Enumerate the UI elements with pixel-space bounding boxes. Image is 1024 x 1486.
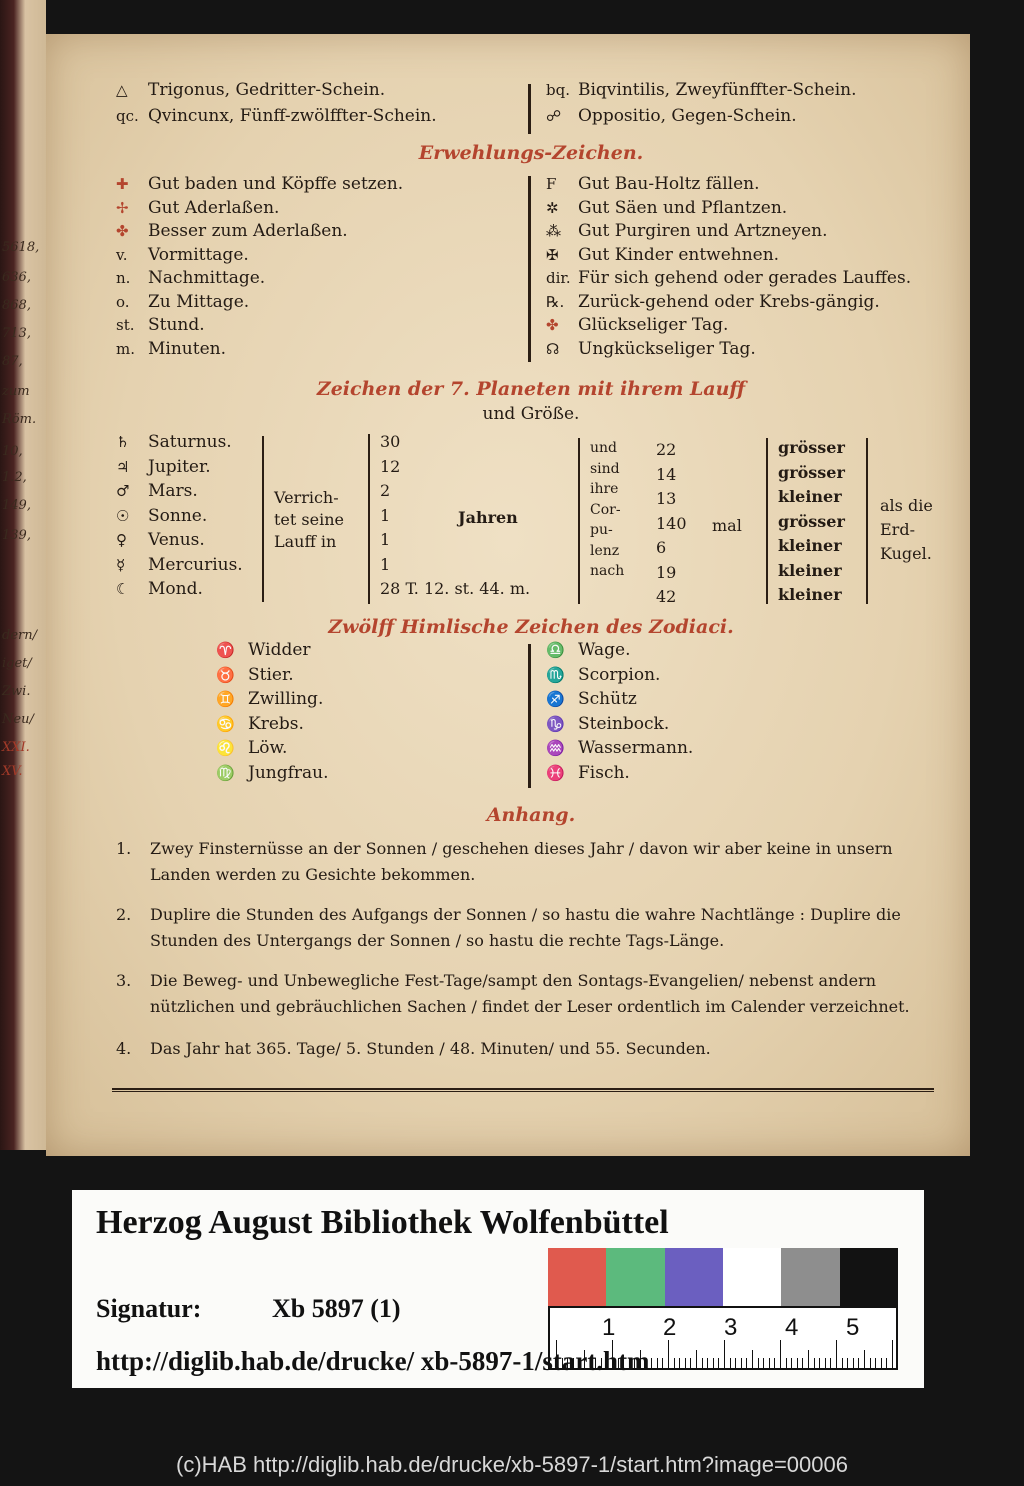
ruler-tick: [718, 1358, 719, 1368]
planet-name: Sonne.: [148, 505, 208, 526]
ruler-tick: [875, 1358, 876, 1368]
planet-symbol: ♃: [116, 457, 130, 476]
appendix-text: Die Beweg- und Unbewegliche Fest-Tage/sampt den Sontags-Evangelien/ nebenst andern nützlichen und gebräuchlichen Sachen / findet der Leser ordentlich im Calender verzeichnet.: [150, 971, 910, 1016]
zodiac-row: [216, 640, 311, 660]
zodiac-name: Krebs.: [248, 713, 304, 734]
zodiac-row: [546, 714, 669, 734]
appendix-item: [116, 968, 946, 1020]
zodiac-name: Wage.: [578, 640, 631, 660]
aspect-text: Biqvintilis, Zweyfünffter-Schein.: [578, 80, 857, 100]
planet-name: Jupiter.: [148, 456, 211, 477]
margin-fragment: dern/: [2, 628, 37, 643]
zodiac-name: Wassermann.: [578, 738, 694, 758]
margin-fragment: 139,: [2, 528, 31, 543]
election-text: Nachmittage.: [148, 268, 266, 288]
election-text: Zurück-gehend oder Krebs-gängig.: [578, 291, 880, 312]
signature-label: Signatur:: [96, 1294, 202, 1323]
zodiac-row: [216, 738, 287, 758]
planet-row: [116, 579, 203, 599]
ruler-tick: [881, 1358, 882, 1368]
election-symbol: ✤: [116, 222, 129, 240]
planet-period: 2: [380, 481, 391, 500]
size-word: kleiner: [778, 560, 842, 580]
election-text: Minuten.: [148, 338, 226, 359]
corpulence-word: Cor-: [590, 501, 621, 518]
election-symbol: ☊: [546, 339, 560, 358]
copyright-footer[interactable]: (c)HAB http://diglib.hab.de/drucke/xb-5897-1/start.htm?image=00006: [176, 1452, 848, 1477]
ruler-tick: [696, 1350, 697, 1368]
ruler-tick: [674, 1358, 675, 1368]
ruler-tick: [657, 1358, 658, 1368]
appendix-text: Zwey Finsternüsse an der Sonnen / geschehen dieses Jahr / davon wir aber keine in unsern Landen werden zu Gesichte bekommen.: [150, 839, 893, 884]
election-row: [546, 315, 728, 335]
appendix-heading: Anhang.: [486, 804, 576, 826]
ruler-tick: [690, 1358, 691, 1368]
zodiac-name: Steinbock.: [578, 713, 670, 734]
corpulence-word: pu-: [590, 522, 613, 538]
size-factor: 19: [656, 562, 677, 582]
size-word: kleiner: [778, 536, 842, 555]
ruler-tick: [752, 1350, 753, 1368]
planet-period: 28 T. 12. st. 44. m.: [380, 579, 531, 598]
ruler-tick: [774, 1358, 775, 1368]
ruler-tick: [830, 1358, 831, 1368]
election-symbol: ✢: [116, 198, 129, 217]
election-text: Besser zum Aderlaßen.: [148, 221, 348, 241]
size-word: grösser: [778, 438, 845, 457]
election-symbol: ℞.: [546, 292, 565, 311]
aspect-row: [116, 80, 385, 100]
planet-period: 1: [380, 530, 391, 549]
corpulence-word: nach: [590, 563, 625, 579]
ruler-tick: [791, 1358, 792, 1368]
ruler-tick: [808, 1350, 809, 1368]
corpulence-word: ihre: [590, 481, 619, 497]
ruler-number: 2: [663, 1314, 677, 1341]
size-bracket: [766, 438, 768, 604]
ruler-tick: [853, 1358, 854, 1368]
ruler-tick: [802, 1358, 803, 1368]
aspect-symbol: ☍: [546, 107, 562, 125]
zodiac-symbol: ♉: [216, 665, 235, 684]
ruler-tick: [769, 1358, 770, 1368]
margin-fragment: Röm.: [2, 412, 37, 427]
appendix-item: [116, 836, 946, 888]
times-word: mal: [712, 516, 742, 535]
election-symbol: F: [546, 175, 557, 193]
appendix-text: Das Jahr hat 365. Tage/ 5. Stunden / 48. Minuten/ und 55. Secunden.: [150, 1039, 711, 1058]
ruler-tick: [685, 1358, 686, 1368]
zodiac-symbol: ♏: [546, 665, 565, 684]
divider-line: [528, 84, 531, 134]
zodiac-name: Schütz: [578, 689, 637, 709]
zodiac-symbol: ♓: [546, 763, 565, 782]
earth-word: Erd-: [880, 520, 915, 539]
margin-fragment: 10,: [2, 444, 23, 459]
election-symbol: m.: [116, 339, 135, 358]
zodiac-name: Widder: [248, 640, 311, 660]
election-symbol: ✚: [116, 175, 129, 193]
size-factor: 14: [656, 464, 677, 484]
ruler-tick: [730, 1358, 731, 1368]
election-text: Gut Säen und Pflantzen.: [578, 197, 788, 218]
election-symbol: ✲: [546, 198, 559, 217]
planet-verb: Lauff in: [274, 532, 337, 551]
election-symbol: n.: [116, 269, 131, 287]
election-symbol: o.: [116, 292, 130, 311]
margin-fragment: iget/: [2, 656, 32, 671]
size-word: kleiner: [778, 585, 842, 604]
library-label: [72, 1190, 924, 1388]
divider-line: [528, 644, 531, 788]
election-symbol: st.: [116, 316, 135, 334]
zodiac-name: Jungfrau.: [248, 762, 329, 783]
zodiac-row: [546, 640, 630, 660]
color-swatch: [781, 1248, 839, 1306]
color-swatch: [723, 1248, 781, 1306]
planets-subheading: und Größe.: [482, 404, 580, 424]
zodiac-row: [216, 689, 323, 709]
ruler-tick: [786, 1358, 787, 1368]
planet-verb: Verrich-: [274, 488, 339, 507]
library-url[interactable]: http://diglib.hab.de/drucke/ xb-5897-1/start.htm: [96, 1346, 650, 1376]
left-page-margin: [0, 0, 44, 1148]
margin-fragment: Neu/: [2, 712, 34, 727]
zodiac-row: [546, 763, 630, 783]
election-text: Gut Purgiren und Artzneyen.: [578, 221, 828, 241]
almanac-page: [46, 34, 970, 1156]
ruler-tick: [864, 1350, 865, 1368]
ruler-tick: [886, 1358, 887, 1368]
zodiac-symbol: ♎: [546, 641, 565, 659]
color-calibration-strip: [548, 1248, 898, 1306]
margin-fragment: 149,: [2, 498, 31, 513]
ruler-tick: [662, 1358, 663, 1368]
zodiac-row: [216, 714, 304, 734]
zodiac-row: [546, 665, 660, 685]
election-row: [116, 292, 249, 312]
size-factor: 42: [656, 587, 677, 606]
zodiac-row: [216, 665, 294, 685]
zodiac-row: [546, 689, 637, 709]
election-text: Gut Aderlaßen.: [148, 197, 280, 218]
election-text: Gut Bau-Holtz fällen.: [578, 174, 760, 194]
planet-row: [116, 506, 207, 526]
ruler-tick: [724, 1340, 725, 1368]
zodiac-symbol: ♊: [216, 690, 235, 708]
ruler-tick: [741, 1358, 742, 1368]
ruler-tick: [825, 1358, 826, 1368]
election-symbol: dir.: [546, 269, 571, 287]
zodiac-symbol: ♋: [216, 714, 235, 733]
ruler-tick: [814, 1358, 815, 1368]
period-unit: Jahren: [458, 508, 518, 527]
election-symbol: v.: [116, 245, 128, 264]
size-factor: 13: [656, 489, 677, 508]
zodiac-name: Löw.: [248, 738, 288, 758]
zodiac-name: Zwilling.: [248, 689, 324, 709]
zodiac-symbol: ♑: [546, 714, 565, 733]
planet-name: Venus.: [148, 530, 205, 550]
zodiac-name: Scorpion.: [578, 664, 661, 685]
size-word: grösser: [778, 462, 845, 482]
zodiac-row: [546, 738, 693, 758]
election-row: [116, 268, 265, 288]
ruler-number: 3: [724, 1314, 738, 1341]
planet-verb: tet seine: [274, 510, 344, 529]
ruler-tick: [842, 1358, 843, 1368]
planet-symbol: ☉: [116, 506, 130, 525]
appendix-number: 3.: [116, 971, 132, 990]
election-text: Vormittage.: [148, 244, 249, 265]
planet-period: 30: [380, 432, 401, 451]
planet-symbol: ♂: [116, 482, 130, 500]
planet-name: Saturnus.: [148, 432, 232, 452]
election-row: [546, 174, 760, 194]
election-symbol: ⁂: [546, 222, 561, 240]
aspect-text: Oppositio, Gegen-Schein.: [578, 106, 797, 126]
ruler-tick: [847, 1358, 848, 1368]
election-row: [546, 292, 880, 312]
election-row: [546, 221, 828, 241]
size-factor: 22: [656, 440, 677, 459]
margin-fragment: zum: [2, 384, 30, 399]
election-text: Ungkückseliger Tag.: [578, 338, 756, 359]
ruler-tick: [763, 1358, 764, 1368]
ruler-tick: [679, 1358, 680, 1368]
ruler-tick: [836, 1340, 837, 1368]
election-text: Für sich gehend oder gerades Lauffes.: [578, 268, 912, 288]
ruler-number: 4: [785, 1314, 799, 1341]
period-bracket: [368, 434, 370, 604]
appendix-text: Duplire die Stunden des Aufgangs der Sonnen / so hastu die wahre Nachtlänge : Duplire die Stunden des Untergangs der Sonnen / so hastu die rechte Tags-Länge.: [150, 905, 901, 950]
color-swatch: [665, 1248, 723, 1306]
zodiac-row: [216, 763, 329, 783]
size-word: grösser: [778, 511, 845, 531]
margin-fragment: XV.: [2, 764, 23, 779]
color-swatch: [548, 1248, 606, 1306]
election-row: [116, 315, 205, 335]
election-text: Gut Kinder entwehnen.: [578, 244, 780, 265]
planet-symbol: ☿: [116, 555, 126, 574]
election-row: [116, 339, 226, 359]
divider-line: [528, 176, 531, 362]
zodiac-heading: Zwölff Himlische Zeichen des Zodiaci.: [328, 616, 734, 638]
aspect-symbol: △: [116, 81, 128, 99]
zodiac-symbol: ♍: [216, 763, 235, 782]
election-text: Glückseliger Tag.: [578, 315, 729, 335]
election-text: Stund.: [148, 315, 205, 335]
ruler-tick: [797, 1358, 798, 1368]
planet-period: 1: [380, 554, 391, 574]
aspect-symbol: qc.: [116, 107, 139, 125]
aspect-row: [546, 80, 857, 100]
ruler-tick: [892, 1340, 893, 1368]
margin-fragment: XXI.: [2, 740, 30, 755]
planet-name: Mond.: [148, 579, 203, 599]
ruler-tick: [780, 1340, 781, 1368]
zodiac-symbol: ♒: [546, 739, 565, 757]
color-swatch: [840, 1248, 898, 1306]
corpulence-bracket: [578, 438, 580, 604]
planet-row: [116, 457, 211, 477]
ruler-tick: [758, 1358, 759, 1368]
election-row: [546, 268, 911, 288]
ruler-tick: [651, 1358, 652, 1368]
election-symbol: ✠: [546, 245, 559, 264]
margin-fragment: 1.2,: [2, 470, 27, 485]
election-heading: Erwehlungs-Zeichen.: [418, 142, 644, 164]
appendix-item: [116, 1036, 946, 1062]
margin-fragment: 868,: [2, 298, 31, 313]
color-swatch: [606, 1248, 664, 1306]
election-row: [116, 245, 249, 265]
corpulence-word: sind: [590, 460, 620, 477]
ruler-tick: [746, 1358, 747, 1368]
earth-bracket: [866, 438, 868, 604]
ruler-tick: [702, 1358, 703, 1368]
election-text: Gut baden und Köpffe setzen.: [148, 174, 404, 194]
planet-row: [116, 481, 198, 501]
appendix-number: 4.: [116, 1039, 132, 1058]
election-row: [116, 174, 403, 194]
size-factor: 6: [656, 538, 667, 557]
planet-bracket: [262, 436, 264, 602]
size-word: kleiner: [778, 487, 842, 506]
planet-row: [116, 432, 232, 452]
margin-fragment: 636,: [2, 270, 31, 285]
earth-word: Kugel.: [880, 544, 932, 563]
appendix-item: [116, 902, 946, 954]
zodiac-symbol: ♌: [216, 739, 235, 757]
ruler-tick: [707, 1358, 708, 1368]
planet-symbol: ♄: [116, 433, 130, 451]
planet-period: 1: [380, 505, 391, 525]
margin-fragment: 713,: [2, 326, 31, 341]
corpulence-word: und: [590, 440, 617, 456]
ruler-tick: [858, 1358, 859, 1368]
zodiac-name: Fisch.: [578, 762, 630, 783]
signature-value: Xb 5897 (1): [272, 1294, 401, 1323]
election-symbol: ✤: [546, 316, 559, 334]
ruler-tick: [735, 1358, 736, 1368]
size-factor: 140: [656, 513, 687, 533]
ruler-tick: [870, 1358, 871, 1368]
earth-word: als die: [880, 496, 933, 515]
zodiac-name: Stier.: [248, 664, 294, 685]
planet-symbol: ♀: [116, 531, 127, 549]
planets-heading: Zeichen der 7. Planeten mit ihrem Lauff: [316, 378, 746, 400]
planet-name: Mars.: [148, 481, 198, 501]
library-title: Herzog August Bibliothek Wolfenbüttel: [96, 1204, 669, 1241]
aspect-row: [546, 106, 797, 126]
margin-fragment: Zwi.: [2, 684, 31, 699]
zodiac-symbol: ♐: [546, 690, 565, 708]
planet-row: [116, 555, 243, 575]
aspect-text: Qvincunx, Fünff-zwölffter-Schein.: [148, 106, 437, 126]
appendix-number: 1.: [116, 839, 132, 858]
planet-period: 12: [380, 456, 401, 476]
election-row: [546, 198, 787, 218]
election-row: [116, 198, 279, 218]
margin-fragment: 87,: [2, 354, 23, 369]
aspect-symbol: bq.: [546, 81, 570, 99]
planet-symbol: ☾: [116, 580, 130, 598]
ruler-number: 1: [602, 1314, 616, 1341]
zodiac-symbol: ♈: [216, 641, 235, 659]
aspect-row: [116, 106, 437, 126]
appendix-number: 2.: [116, 905, 132, 924]
ruler-tick: [713, 1358, 714, 1368]
election-row: [546, 245, 779, 265]
margin-fragment: 5618,: [2, 240, 40, 255]
aspect-text: Trigonus, Gedritter-Schein.: [148, 80, 386, 100]
ruler-number: 5: [846, 1314, 860, 1341]
election-row: [116, 221, 348, 241]
election-row: [546, 339, 756, 359]
planet-name: Mercurius.: [148, 554, 243, 575]
ruler-tick: [668, 1340, 669, 1368]
ruler-tick: [819, 1358, 820, 1368]
bottom-rule: [112, 1088, 934, 1092]
planet-row: [116, 530, 205, 550]
corpulence-word: lenz: [590, 542, 620, 559]
election-text: Zu Mittage.: [148, 291, 250, 312]
